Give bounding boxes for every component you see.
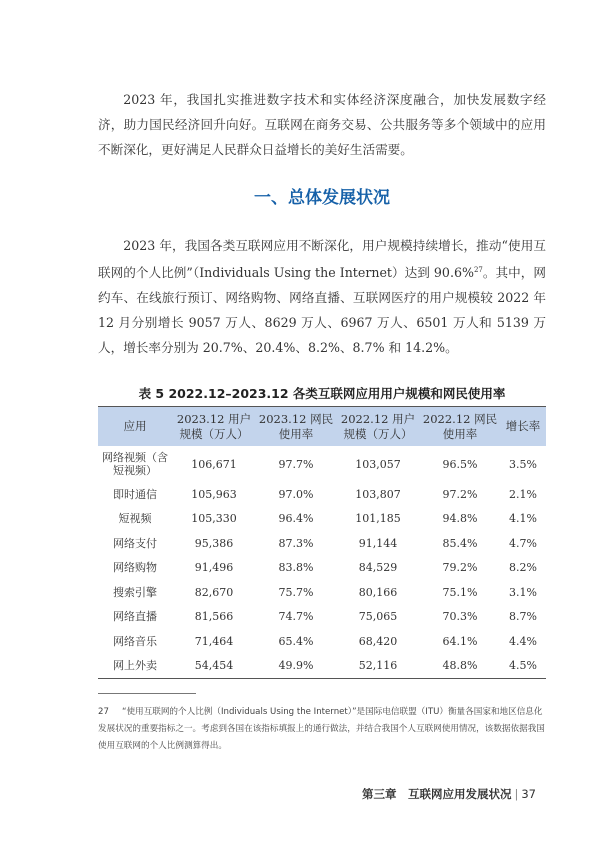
cell-app: 网络支付 (113, 536, 157, 550)
footer-separator: | (514, 787, 519, 801)
cell-2023-users: 54,454 (194, 659, 234, 673)
cell-2022-rate: 75.1% (442, 585, 478, 599)
cell-2023-users: 95,386 (194, 536, 234, 550)
cell-2022-users: 80,166 (358, 585, 398, 599)
chapter-label: 第三章 互联网应用发展状况 (361, 787, 512, 801)
app-usage-table (98, 406, 546, 679)
table-row (98, 482, 546, 507)
cell-growth: 3.1% (509, 585, 537, 599)
cell-app: 短视频 (118, 512, 152, 526)
cell-2023-rate: 87.3% (278, 536, 314, 550)
cell-2023-users: 105,963 (191, 487, 237, 501)
table-title: 表 5 2022.12–2023.12 各类互联网应用用户规模和网民使用率 (138, 386, 506, 401)
table-row (98, 605, 546, 630)
cell-growth: 2.1% (509, 487, 537, 501)
cell-app: 网络视频（含短视频） (102, 451, 168, 477)
cell-2023-rate: 75.7% (278, 585, 314, 599)
cell-growth: 8.7% (509, 610, 537, 624)
table-row (98, 507, 546, 532)
cell-2022-rate: 94.8% (442, 512, 478, 526)
table-row (98, 580, 546, 605)
cell-2022-rate: 85.4% (442, 536, 478, 550)
overview-text-part2: 。其中，网约车、在线旅行预订、网络购物、网络直播、互联网医疗的用户规模较 2022 年 12 月分别增长 9057 万人、8629 万人、6967 万人、6501 万人和 5139 万人，增长率分别为 20.7%、20.4%、8.2%、8.7% 和 14.2%。 (98, 265, 547, 356)
table-row (98, 531, 546, 556)
table-header-row (98, 407, 546, 447)
cell-2022-users: 68,420 (358, 634, 398, 648)
cell-app: 即时通信 (113, 487, 157, 501)
footnote (98, 704, 546, 755)
col-header-2023-users: 2023.12 用户规模（万人） (172, 407, 256, 447)
cell-2023-rate: 97.7% (278, 457, 314, 471)
cell-2023-rate: 65.4% (278, 634, 314, 648)
cell-2023-rate: 97.0% (278, 487, 314, 501)
cell-2023-users: 106,671 (191, 457, 237, 471)
cell-2023-rate: 74.7% (278, 610, 314, 624)
cell-2023-rate: 96.4% (278, 512, 314, 526)
cell-2023-users: 105,330 (191, 512, 237, 526)
table-row (98, 654, 546, 679)
table-row (98, 629, 546, 654)
cell-2023-users: 91,496 (194, 561, 234, 575)
page-number: 37 (521, 787, 536, 801)
cell-growth: 4.1% (509, 512, 537, 526)
col-header-app: 应用 (98, 407, 172, 447)
cell-app: 网络购物 (113, 561, 157, 575)
table-row (98, 556, 546, 581)
cell-growth: 8.2% (509, 561, 537, 575)
cell-2022-rate: 70.3% (442, 610, 478, 624)
cell-2022-users: 52,116 (358, 659, 398, 673)
cell-2023-users: 82,670 (194, 585, 234, 599)
cell-2022-users: 103,807 (355, 487, 401, 501)
footnote-divider (98, 693, 196, 694)
footnote-reference[interactable]: 27 (473, 266, 483, 274)
col-header-growth: 增长率 (500, 407, 546, 447)
cell-2023-rate: 83.8% (278, 561, 314, 575)
cell-2022-rate: 96.5% (442, 457, 478, 471)
cell-2022-rate: 48.8% (442, 659, 478, 673)
intro-paragraph: 2023 年，我国扎实推进数字技术和实体经济深度融合，加快发展数字经济，助力国民经济回升向好。互联网在商务交易、公共服务等多个领域中的应用不断深化，更好满足人民群众日益增长的美好生活需要。 (98, 92, 546, 157)
cell-2022-rate: 97.2% (442, 487, 478, 501)
overview-paragraph (98, 233, 546, 360)
overview-text-part1: 2023 年，我国各类互联网应用不断深化，用户规模持续增长，推动“使用互联网的个人比例”（Individuals Using the Internet）达到 90.6% (98, 238, 546, 281)
page-footer (362, 786, 536, 802)
cell-app: 搜索引擎 (113, 585, 157, 599)
footnote-number: 27 (98, 707, 109, 717)
cell-growth: 3.5% (509, 457, 537, 471)
cell-2023-rate: 49.9% (278, 659, 314, 673)
cell-growth: 4.5% (509, 659, 537, 673)
cell-app: 网络直播 (113, 610, 157, 624)
cell-app: 网络音乐 (113, 634, 157, 648)
col-header-2022-users: 2022.12 用户规模（万人） (336, 407, 420, 447)
cell-2022-users: 101,185 (355, 512, 401, 526)
cell-2022-rate: 79.2% (442, 561, 478, 575)
cell-2022-users: 91,144 (358, 536, 398, 550)
cell-growth: 4.4% (509, 634, 537, 648)
cell-growth: 4.7% (509, 536, 537, 550)
footnote-text: “使用互联网的个人比例（Individuals Using the Internet）”是国际电信联盟（ITU）衡量各国家和地区信息化发展状况的重要指标之一。考虑到各国在该指标填报上的通行做法，并结合我国个人互联网使用情况，该数据依据我国使用互联网的个人比例测算得出。 (98, 707, 545, 751)
cell-2022-users: 103,057 (355, 457, 401, 471)
col-header-2022-rate: 2022.12 网民使用率 (420, 407, 500, 447)
section-heading: 一、总体发展状况 (254, 188, 390, 208)
cell-2022-users: 75,065 (358, 610, 398, 624)
cell-2023-users: 81,566 (194, 610, 234, 624)
cell-2023-users: 71,464 (194, 634, 234, 648)
cell-2022-users: 84,529 (358, 561, 398, 575)
cell-2022-rate: 64.1% (442, 634, 478, 648)
cell-app: 网上外卖 (113, 659, 157, 673)
col-header-2023-rate: 2023.12 网民使用率 (256, 407, 336, 447)
table-row (98, 446, 546, 482)
